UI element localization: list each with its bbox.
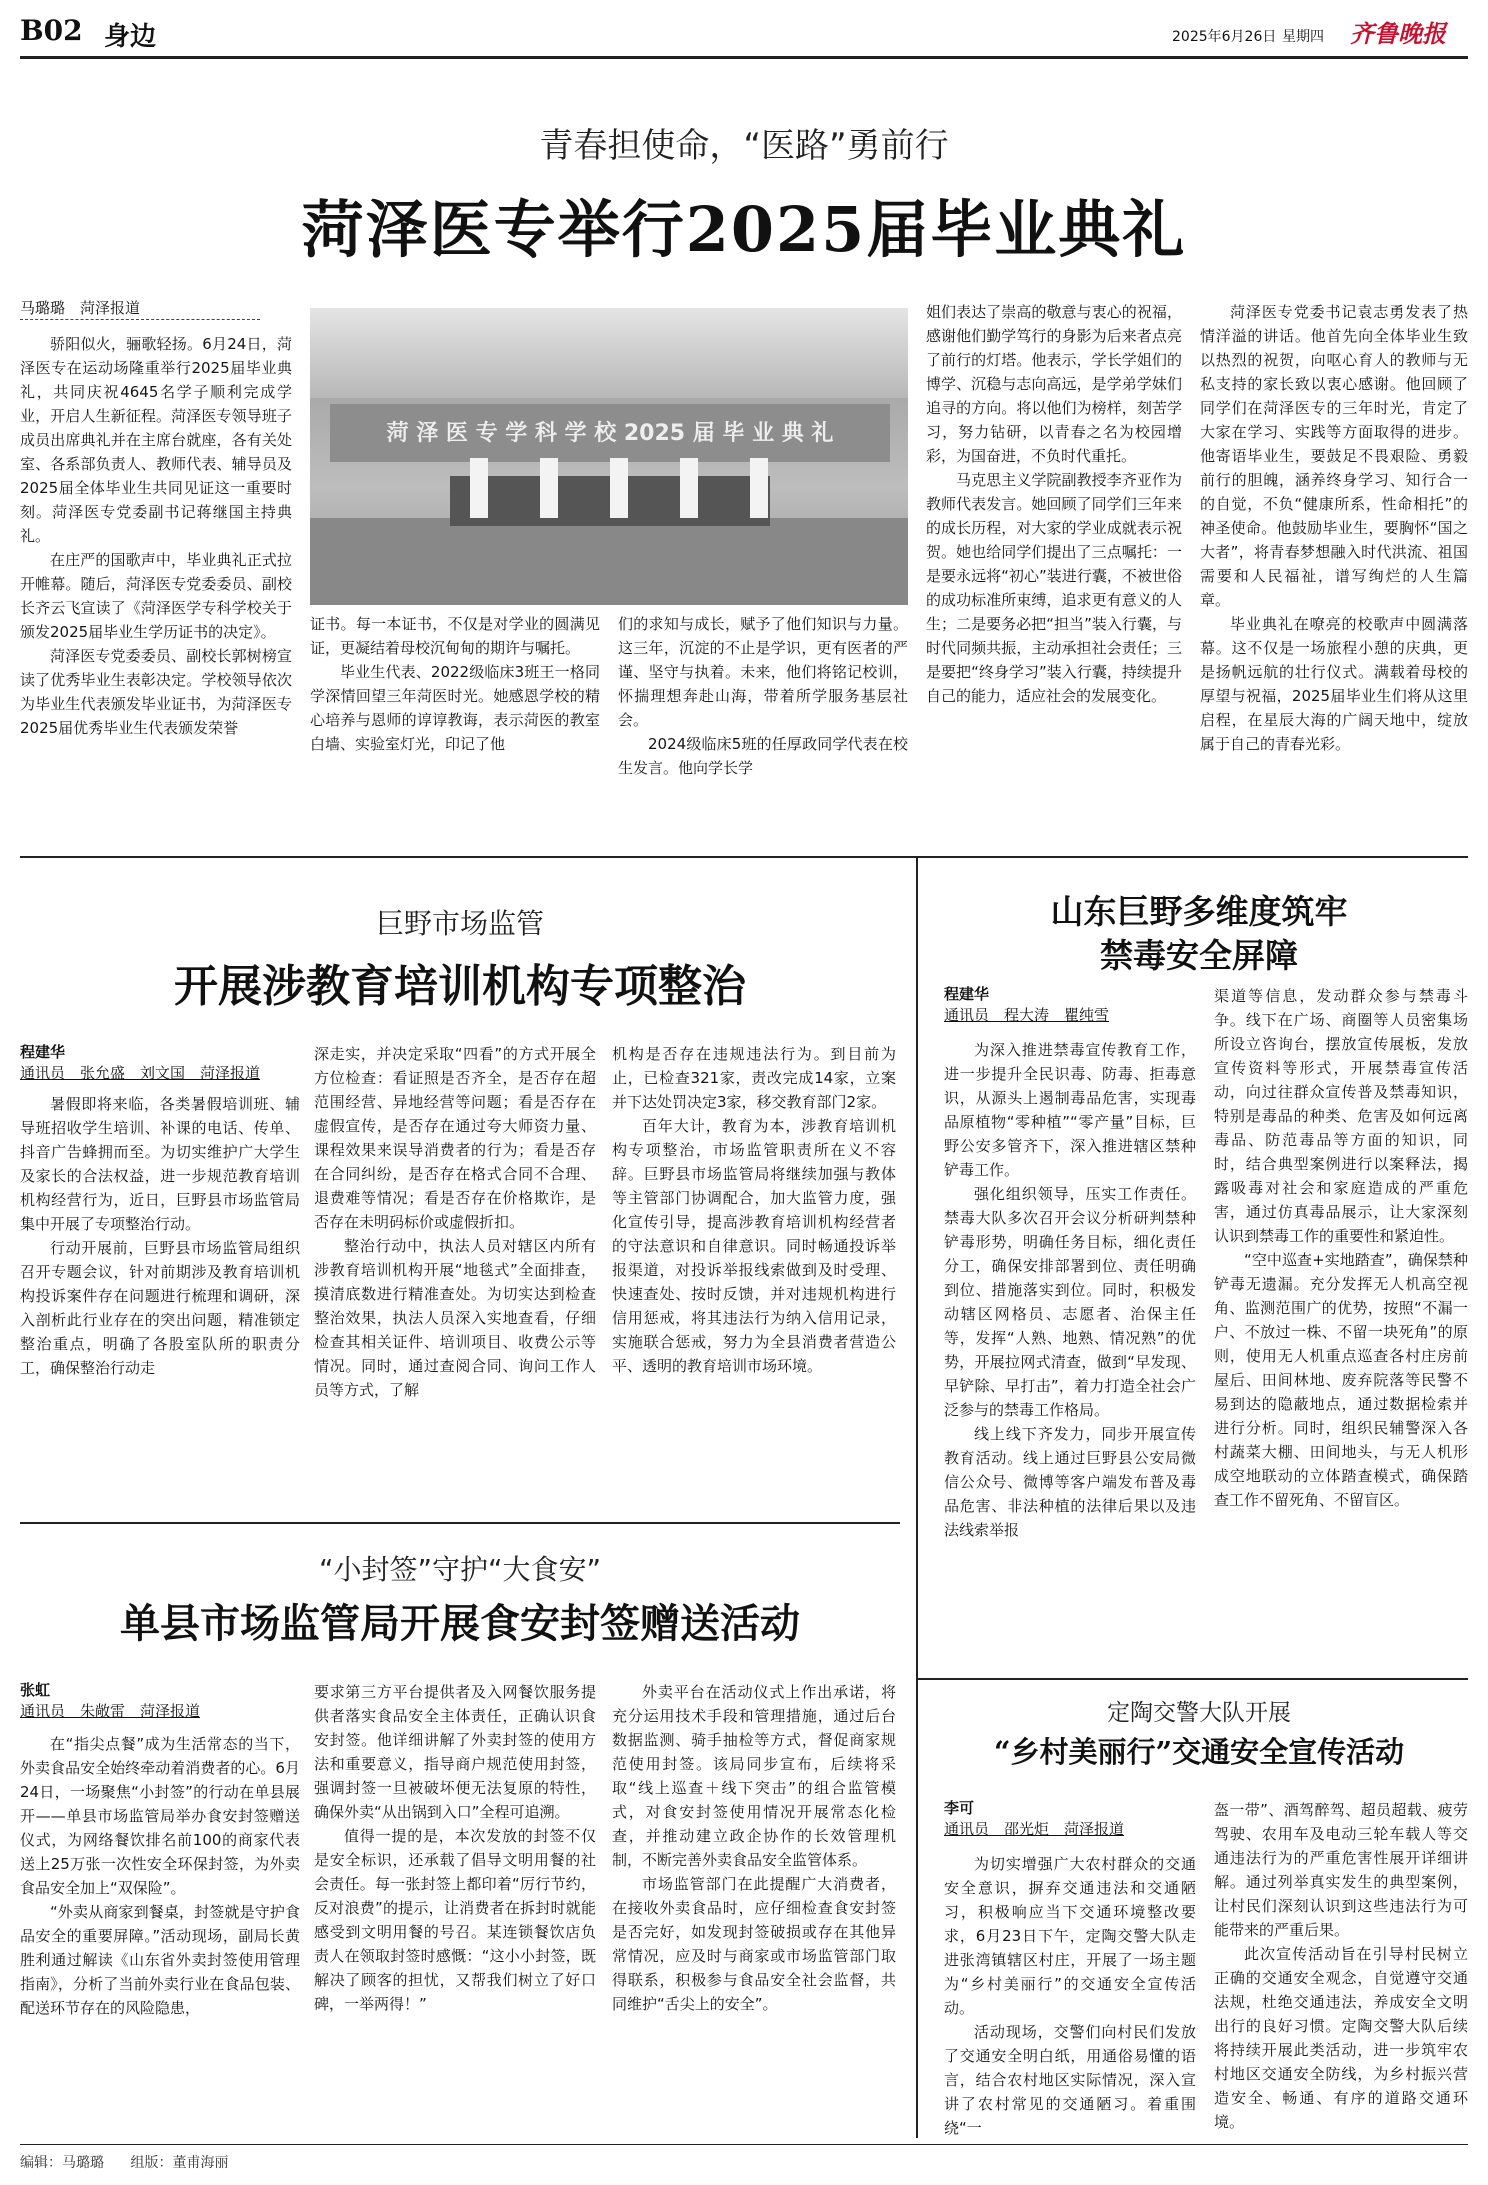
photo-banner-text: 菏 泽 医 专 学 科 学 校 2025 届 毕 业 典 礼 xyxy=(386,421,834,446)
paragraph: 在“指尖点餐”成为生活常态的当下，外卖食品安全始终牵动着消费者的心。6月24日，一场聚焦“小封签”的行动在单县展开——单县市场监管局举办食安封签赠送仪式，为网络餐饮排名前100的商家代表送上25万张一次性安全环保封签，为外卖食品安全加上“双保险”。 xyxy=(20,1735,300,1897)
byline-reporter: 李可 xyxy=(944,1799,975,1817)
section-number: B02 xyxy=(20,14,83,47)
article5-column-2 xyxy=(1214,1798,1468,2134)
article5-kicker: 定陶交警大队开展 xyxy=(1107,1700,1291,1726)
article4-kicker: “小封签”守护“大食安” xyxy=(318,1553,602,1586)
paragraph: 外卖平台在活动仪式上作出承诺，将充分运用技术手段和管理措施，通过后台数据监测、骑手抽检等方式，督促商家规范使用封签。该局同步宣布，后续将采取“线上巡查＋线下突击”的组合监管模式，对食安封签使用情况开展常态化检查，并推动建立政企协作的长效管理机制，不断完善外卖食品安全监管体系。 xyxy=(612,1683,896,1869)
paragraph: 骄阳似火，骊歌轻扬。6月24日，菏泽医专在运动场隆重举行2025届毕业典礼，共同庆祝4645名学子顺利完成学业，开启人生新征程。菏泽医专领导班子成员出席典礼并在主席台就座，各有关处室、各系部负责人、教师代表、辅导员及2025届全体毕业生共同见证这一重要时刻。菏泽医专党委副书记蒋继国主持典礼。 xyxy=(20,335,292,545)
article4-column-1 xyxy=(20,1732,300,2020)
column-divider xyxy=(916,1678,918,2138)
section-name: 身边 xyxy=(104,22,157,52)
issue-date: 2025年6月26日 xyxy=(1172,29,1277,45)
section-divider xyxy=(20,856,1468,858)
paragraph: 此次宣传活动旨在引导村民树立正确的交通安全观念，自觉遵守交通法规，杜绝交通违法，养成安全文明出行的良好习惯。定陶交警大队后续将持续开展此类活动，进一步筑牢农村地区交通安全防线，为乡村振兴营造安全、畅通、有序的道路交通环境。 xyxy=(1214,1945,1468,2131)
editor-credit: 编辑：马璐璐 xyxy=(20,2155,104,2171)
paragraph: 姐们表达了崇高的敬意与衷心的祝福，感谢他们勤学笃行的身影为后来者点亮了前行的灯塔。他表示，学长学姐们的博学、沉稳与志向高远，是学弟学妹们追寻的方向。将以他们为榜样，刻苦学习，努力钻研，以青春之名为校园增彩，为国奋进，不负时代重托。 xyxy=(926,303,1182,465)
footer-rule xyxy=(20,2144,1468,2145)
article1-column-3 xyxy=(618,612,908,780)
column-divider xyxy=(916,858,918,1678)
paragraph: 机构是否存在违规违法行为。到目前为止，已检查321家，责改完成14家，立案并下达处罚决定3家，移交教育部门2家。 xyxy=(612,1045,896,1111)
paragraph: 市场监管部门在此提醒广大消费者，在接收外卖食品时，应仔细检查食安封签是否完好，如发现封签破损或存在其他异常情况，应及时与商家或市场监管部门取得联系，积极参与食品安全社会监督，共同维护“舌尖上的安全”。 xyxy=(612,1875,896,2013)
article3-column-1 xyxy=(944,1038,1196,1542)
section-divider xyxy=(916,1678,1468,1680)
article4-column-3 xyxy=(612,1680,896,2016)
paragraph: “空中巡查+实地踏查”，确保禁种铲毒无遗漏。充分发挥无人机高空视角、监测范围广的优势，按照“不漏一户、不放过一株、不留一块死角”的原则，使用无人机重点巡查各村庄房前屋后、田间林地、废弃院落等民警不易到达的隐蔽地点，通过数据检索并进行分析。同时，组织民辅警深入各村蔬菜大棚、田间地头，与无人机形成空地联动的立体踏查模式，确保踏查工作不留死角、不留盲区。 xyxy=(1214,1251,1468,1509)
paragraph: 盔一带”、酒驾醉驾、超员超载、疲劳驾驶、农用车及电动三轮车载人等交通违法行为的严重危害性展开详细讲解。通过列举真实发生的典型案例，让村民们深刻认识到这些违法行为可能带来的严重后果。 xyxy=(1214,1801,1468,1939)
paragraph: 菏泽医专党委委员、副校长郭树榜宣读了优秀毕业生表彰决定。学校领导依次为毕业生代表颁发毕业证书，为菏泽医专2025届优秀毕业生代表颁发荣誉 xyxy=(20,647,292,737)
article2-column-2 xyxy=(314,1042,596,1402)
article3-headline xyxy=(930,890,1468,978)
byline-correspondents: 通讯员 张允盛 刘文国 菏泽报道 xyxy=(20,1064,261,1082)
paragraph: 整治行动中，执法人员对辖区内所有涉教育培训机构开展“地毯式”全面排查，摸清底数进行精准查处。为切实达到检查整治效果，执法人员深入实地查看，仔细检查其相关证件、培训项目、收费公示等情况。同时，通过查阅合同、询问工作人员等方式，了解 xyxy=(314,1237,596,1399)
paragraph: 毕业典礼在嘹亮的校歌声中圆满落幕。这不仅是一场旅程小憩的庆典，更是扬帆远航的壮行仪式。满载着母校的厚望与祝福，2025届毕业生们将从这里启程，在星辰大海的广阔天地中，绽放属于自己的青春光彩。 xyxy=(1200,615,1468,753)
byline-reporter: 程建华 xyxy=(944,985,990,1003)
byline-correspondents: 通讯员 邵光炬 菏泽报道 xyxy=(944,1820,1125,1838)
paragraph: 为深入推进禁毒宣传教育工作，进一步提升全民识毒、防毒、拒毒意识，从源头上遏制毒品危害，实现毒品原植物“零种植”“零产量”目标，巨野公安多管齐下，深入推进辖区禁种铲毒工作。 xyxy=(944,1041,1196,1179)
paragraph: 百年大计，教育为本，涉教育培训机构专项整治，市场监管职责所在义不容辞。巨野县市场监管局将继续加强与教体等主管部门协调配合，加大监管力度，强化宣传引导，提高涉教育培训机构经营者的守法意识和自律意识。同时畅通投诉举报渠道，对投诉举报线索做到及时受理、快速查处、按时反馈，并对违规机构进行信用惩戒，将其违法行为纳入信用记录，实施联合惩戒，努力为全县消费者营造公平、透明的教育培训市场环境。 xyxy=(612,1117,896,1375)
paragraph: 渠道等信息，发动群众参与禁毒斗争。线下在广场、商圈等人员密集场所设立咨询台，摆放宣传展板，发放宣传资料等形式，开展禁毒宣传活动，向过往群众宣传普及禁毒知识，特别是毒品的种类、危害及如何远离毒品、防范毒品等方面的知识，同时，结合典型案例进行以案释法，揭露吸毒对社会和家庭造成的严重危害，通过仿真毒品展示，让大家深刻认识到禁毒工作的重要性和紧迫性。 xyxy=(1214,987,1468,1245)
article1-byline: 马璐璐 菏泽报道 xyxy=(20,298,260,320)
article2-byline xyxy=(20,1042,292,1084)
paragraph: 线上线下齐发力，同步开展宣传教育活动。线上通过巨野县公安局微信公众号、微博等客户端发布普及毒品危害、非法种植的法律后果以及违法线索举报 xyxy=(944,1425,1196,1539)
paragraph: 暑假即将来临，各类暑假培训班、辅导班招收学生培训、补课的电话、传单、抖音广告蜂拥而至。为切实维护广大学生及家长的合法权益，进一步规范教育培训机构经营行为，近日，巨野县市场监管局集中开展了专项整治行动。 xyxy=(20,1095,300,1233)
paragraph: 菏泽医专党委书记袁志勇发表了热情洋溢的讲话。他首先向全体毕业生致以热烈的祝贺，向呕心育人的教师与无私支持的家长致以衷心感谢。他回顾了同学们在菏泽医专的三年时光，肯定了大家在学习、实践等方面取得的进步。他寄语毕业生，要鼓足不畏艰险、勇毅前行的胆魄，涵养终身学习、知行合一的自觉，不负“健康所系，性命相托”的神圣使命。他鼓励毕业生，要胸怀“国之大者”，将青春梦想融入时代洪流、祖国需要和人民福祉，谱写绚烂的人生篇章。 xyxy=(1200,303,1468,609)
article1-column-5 xyxy=(1200,300,1468,756)
article5-byline xyxy=(944,1798,1194,1840)
header-rule xyxy=(20,56,1468,59)
paragraph: 强化组织领导，压实工作责任。禁毒大队多次召开会议分析研判禁种铲毒形势，明确任务目标，细化责任分工，确保安排部署到位、责任明确到位、措施落实到位。同时，积极发动辖区网格员、志愿者、治保主任等，发挥“人熟、地熟、情况熟”的优势，开展拉网式清查，做到“早发现、早铲除、早打击”，着力打造全社会广泛参与的禁毒工作格局。 xyxy=(944,1185,1196,1419)
page-header xyxy=(20,8,1470,56)
newspaper-logo: 齐鲁晚报 xyxy=(1350,19,1446,48)
article1-column-2 xyxy=(310,612,600,756)
article4-column-2 xyxy=(314,1680,596,2016)
layout-credit: 组版：董甫海丽 xyxy=(130,2155,229,2171)
article1-headline: 菏泽医专举行2025届毕业典礼 xyxy=(301,193,1187,266)
article1-column-4 xyxy=(926,300,1182,708)
paragraph: 马克思主义学院副教授李齐亚作为教师代表发言。她回顾了同学们三年来的成长历程，对大家的学业成就表示祝贺。她也给同学们提出了三点嘱托：一是要永远将“初心”装进行囊，不被世俗的成功标准所束缚，追求更有意义的人生；二是要务必把“担当”装入行囊，与时代同频共振，主动承担社会责任；三是要把“终身学习”装入行囊，持续提升自己的能力，适应社会的发展变化。 xyxy=(926,471,1182,705)
paragraph: 们的求知与成长，赋予了他们知识与力量。这三年，沉淀的不止是学识，更有医者的严谨、坚守与执着。未来，他们将铭记校训，怀揣理想奔赴山海，带着所学服务基层社会。 xyxy=(618,615,908,729)
article3-byline xyxy=(944,984,1184,1026)
paragraph: 为切实增强广大农村群众的交通安全意识，摒弃交通违法和交通陋习，积极响应当下交通环境整改要求，6月23日下午，定陶交警大队走进张湾镇辖区村庄，开展了一场主题为“乡村美丽行”的交通安全宣传活动。 xyxy=(944,1855,1196,2017)
paragraph: 活动现场，交警们向村民们发放了交通安全明白纸，用通俗易懂的语言，结合农村地区实际情况，深入宣讲了农村常见的交通陋习。着重围绕“一 xyxy=(944,2023,1196,2137)
paragraph: 毕业生代表、2022级临床3班王一格同学深情回望三年菏医时光。她感恩学校的精心培养与恩师的谆谆教诲，表示菏医的教室白墙、实验室灯光，印记了他 xyxy=(310,663,600,753)
article2-column-3 xyxy=(612,1042,896,1378)
paragraph: 深走实，并决定采取“四看”的方式开展全方位检查：看证照是否齐全，是否存在超范围经营、异地经营等问题；看是否存在虚假宣传，是否存在通过夸大师资力量、课程效果来误导消费者的行为；看是否存在合同纠纷，是否存在格式合同不合理、退费难等情况；看是否存在价格欺诈，是否存在未明码标价或虚假折扣。 xyxy=(314,1045,596,1231)
article4-byline xyxy=(20,1680,292,1722)
paragraph: 行动开展前，巨野县市场监管局组织召开专题会议，针对前期涉及教育培训机构投诉案件存在问题进行梳理和调研，深入剖析此行业存在的突出问题，精准锁定整治重点，明确了各股室队所的职责分工，确保整治行动走 xyxy=(20,1239,300,1377)
byline-correspondents: 通讯员 朱敞雷 菏泽报道 xyxy=(20,1702,201,1720)
headline-line: 山东巨野多维度筑牢 xyxy=(1050,892,1348,931)
byline-correspondents: 通讯员 程大涛 瞿纯雪 xyxy=(944,1006,1110,1024)
article1-kicker: 青春担使命，“医路”勇前行 xyxy=(539,126,949,166)
article2-headline: 开展涉教育培训机构专项整治 xyxy=(174,961,746,1012)
article5-column-1 xyxy=(944,1852,1196,2140)
paragraph: 2024级临床5班的任厚政同学代表在校生发言。他向学长学 xyxy=(618,735,908,777)
page-footer xyxy=(20,2152,228,2172)
article5-headline: “乡村美丽行”交通安全宣传活动 xyxy=(993,1735,1405,1769)
paragraph: “外卖从商家到餐桌，封签就是守护食品安全的重要屏障。”活动现场，副局长黄胜利通过解读《山东省外卖封签使用管理指南》，分析了当前外卖行业在食品包装、配送环节存在的风险隐患， xyxy=(20,1903,300,2017)
article3-column-2 xyxy=(1214,984,1468,1512)
byline-reporter: 程建华 xyxy=(20,1043,66,1061)
paragraph: 要求第三方平台提供者及入网餐饮服务提供者落实食品安全主体责任，正确认识食安封签。他详细讲解了外卖封签的使用方法和重要意义，指导商户规范使用封签，强调封签一旦被破坏便无法复原的特性，确保外卖“从出锅到入口”全程可追溯。 xyxy=(314,1683,596,1821)
article2-column-1 xyxy=(20,1092,300,1380)
graduation-photo xyxy=(310,308,908,605)
paragraph: 值得一提的是，本次发放的封签不仅是安全标识，还承载了倡导文明用餐的社会责任。每一张封签上都印着“厉行节约，反对浪费”的提示，让消费者在拆封时就能感受到文明用餐的号召。某连锁餐饮店负责人在领取封签时感慨：“这小小封签，既解决了顾客的担忧，又帮我们树立了好口碑，一举两得！” xyxy=(314,1827,596,2013)
headline-line: 禁毒安全屏障 xyxy=(1100,936,1298,975)
section-divider xyxy=(20,1522,900,1524)
issue-weekday: 星期四 xyxy=(1282,29,1324,45)
article1-column-1 xyxy=(20,332,292,740)
byline-reporter: 张虹 xyxy=(20,1681,51,1699)
paragraph: 在庄严的国歌声中，毕业典礼正式拉开帷幕。随后，菏泽医专党委委员、副校长齐云飞宣读了《菏泽医学专科学校关于颁发2025届毕业生学历证书的决定》。 xyxy=(20,551,292,641)
article4-headline: 单县市场监管局开展食安封签赠送活动 xyxy=(120,1600,800,1647)
article2-kicker: 巨野市场监管 xyxy=(375,907,544,940)
paragraph: 证书。每一本证书，不仅是对学业的圆满见证，更凝结着母校沉甸甸的期许与嘱托。 xyxy=(310,615,600,657)
